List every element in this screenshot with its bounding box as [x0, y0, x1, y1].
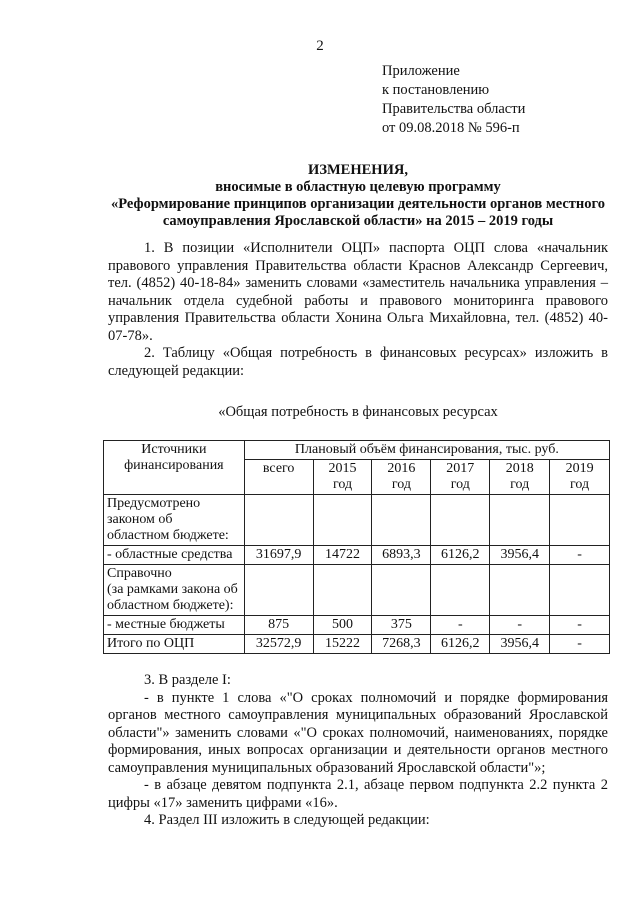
finance-table	[103, 440, 610, 654]
value-cell: -	[431, 616, 490, 635]
value-cell: -	[490, 616, 550, 635]
paragraph-2: 2. Таблицу «Общая потребность в финансовых ресурсах» изложить в следующей редакции:	[108, 345, 608, 379]
body-section-1	[108, 240, 608, 380]
header-source-cell: Источники финансирования	[104, 441, 245, 495]
row-label-cell: Справочно (за рамками закона об областном бюджете):	[104, 565, 245, 616]
value-cell: -	[550, 635, 610, 654]
value-cell: 6126,2	[431, 546, 490, 565]
header-plan-cell: Плановый объём финансирования, тыс. руб.	[244, 441, 609, 460]
table-row	[104, 495, 610, 546]
heading-line-3: «Реформирование принципов организации деятельности органов местного	[111, 196, 605, 212]
table-row	[104, 546, 610, 565]
table-total-row	[104, 635, 610, 654]
table-row	[104, 565, 610, 616]
paragraph-6: 4. Раздел III изложить в следующей редакции:	[144, 812, 430, 828]
value-cell: 3956,4	[490, 546, 550, 565]
page-number: 2	[316, 38, 324, 54]
header-year-cell: 2017 год	[431, 460, 490, 495]
value-cell: -	[550, 546, 610, 565]
table-title: «Общая потребность в финансовых ресурсах	[218, 404, 498, 420]
value-cell: 375	[372, 616, 431, 635]
value-cell: 875	[244, 616, 313, 635]
paragraph-4: - в пункте 1 слова «"О сроках полномочий и порядке формирования органов местного самоуправления муниципальных образований Ярославской области"» заменить словами «"О сроках полномочий, наименованиях, порядке формирования, иных вопросах организации и деятельности органов местного самоуправления муниципальных образований Ярославской области"»;	[108, 689, 608, 776]
value-cell: 6893,3	[372, 546, 431, 565]
row-label-cell: Итого по ОЦП	[104, 635, 245, 654]
paragraph-1: 1. В позиции «Исполнители ОЦП» паспорта ОЦП слова «начальник правового управления Правительства области Краснов Александр Сергеевич, тел. (4852) 40-18-84» заменить словами «заместитель начальника управления – начальник отдела судебной работы и правового мониторинга правового управления Правительства области Хонина Ольга Михайловна, тел. (4852) 40-07-78».	[108, 240, 608, 344]
row-label-cell: - областные средства	[104, 546, 245, 565]
appendix-line-2: к постановлению	[382, 82, 490, 98]
heading-line-4: самоуправления Ярославской области» на 2015 – 2019 годы	[162, 213, 554, 229]
value-cell: 3956,4	[490, 635, 550, 654]
row-label-cell: Предусмотрено законом об областном бюджете:	[104, 495, 245, 546]
table-header-row	[104, 441, 610, 460]
value-cell: 31697,9	[244, 546, 313, 565]
value-cell: 500	[313, 616, 372, 635]
value-cell: 14722	[313, 546, 372, 565]
value-cell: -	[550, 616, 610, 635]
value-cell: 32572,9	[244, 635, 313, 654]
value-cell: 7268,3	[372, 635, 431, 654]
header-year-cell: 2015 год	[313, 460, 372, 495]
header-year-cell: 2016 год	[372, 460, 431, 495]
heading-line-1: ИЗМЕНЕНИЯ,	[308, 162, 408, 178]
appendix-line-4: от 09.08.2018 № 596-п	[382, 120, 520, 136]
header-total-cell: всего	[244, 460, 313, 495]
heading-line-2: вносимые в областную целевую программу	[215, 179, 501, 195]
value-cell: 15222	[313, 635, 372, 654]
appendix-line-3: Правительства области	[382, 101, 526, 117]
header-year-cell: 2019 год	[550, 460, 610, 495]
body-section-3	[108, 672, 608, 830]
document-heading	[108, 162, 608, 230]
table-row	[104, 616, 610, 635]
header-year-cell: 2018 год	[490, 460, 550, 495]
appendix-line-1: Приложение	[382, 63, 460, 79]
row-label-cell: - местные бюджеты	[104, 616, 245, 635]
value-cell: 6126,2	[431, 635, 490, 654]
paragraph-3: 3. В разделе I:	[144, 672, 231, 688]
paragraph-5: - в абзаце девятом подпункта 2.1, абзаце первом подпункта 2.2 пункта 2 цифры «17» заменить цифрами «16».	[108, 777, 608, 811]
appendix-block	[382, 62, 525, 138]
